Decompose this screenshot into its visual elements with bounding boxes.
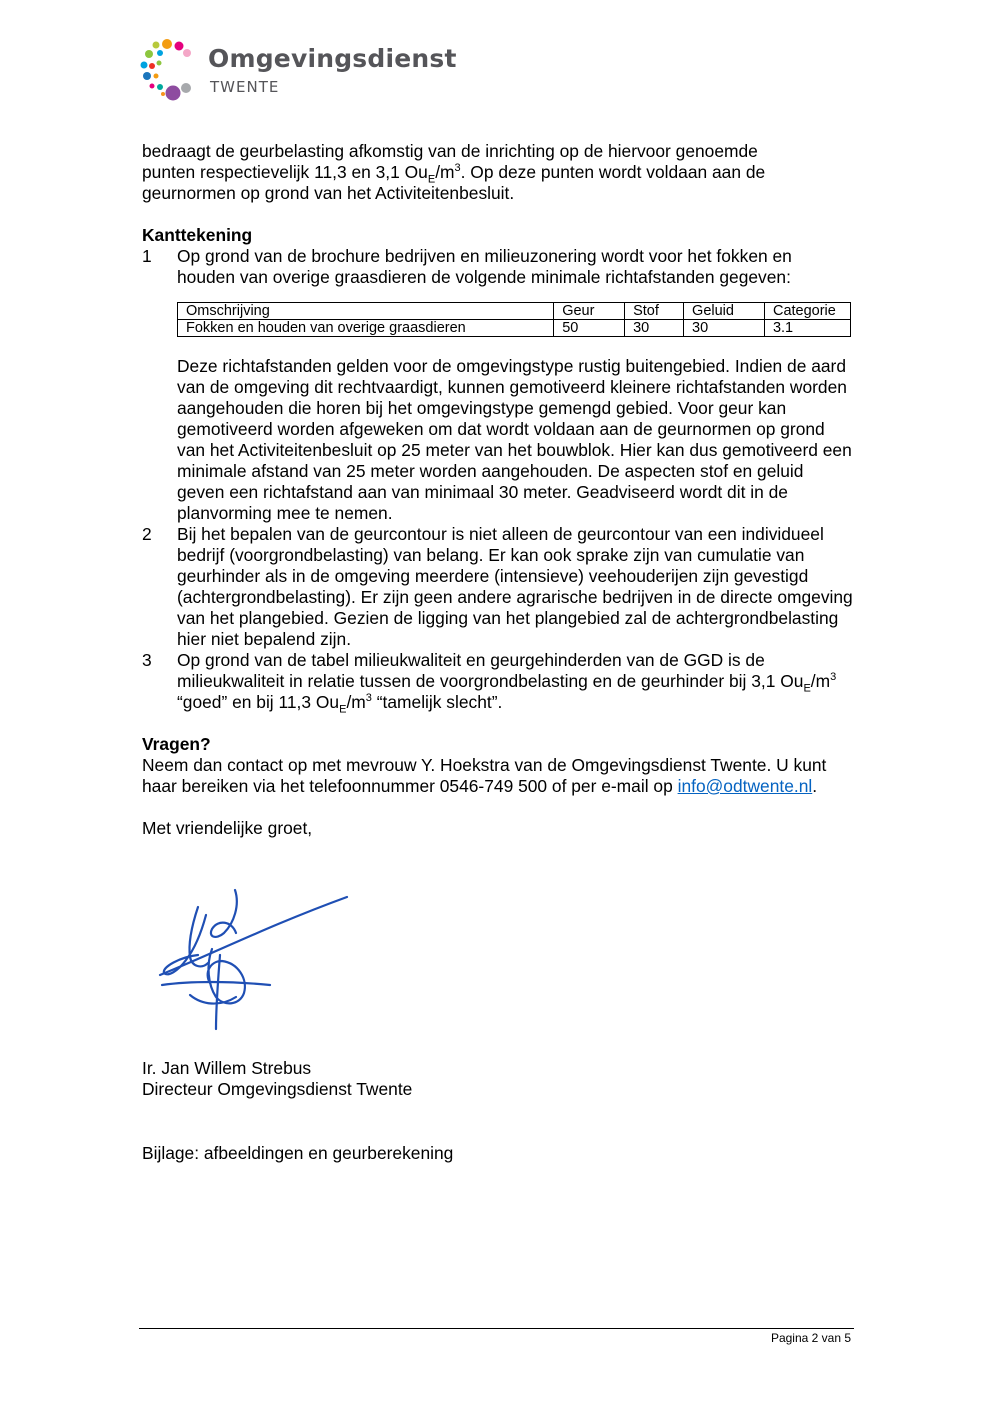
item-3-text-c: “goed” en bij 11,3 Ou [177, 692, 340, 712]
kanttekening-heading: Kanttekening [142, 225, 253, 245]
vragen-text: Neem dan contact op met mevrouw Y. Hoekstra van de Omgevingsdienst Twente. U kunt haar bereiken via het telefoonnummer 0546-749 500 of per e-mail op [142, 755, 827, 796]
item-1-intro: Op grond van de brochure bedrijven en milieuzonering wordt voor het fokken en houden van overige graasdieren de volgende minimale richtafstanden gegeven: [177, 246, 792, 287]
list-item [142, 246, 854, 288]
item-3-sup: 3 [365, 692, 372, 705]
item-number: 2 [142, 524, 152, 544]
table-cell: 30 [684, 320, 765, 337]
item-3-text-b: /m [810, 671, 831, 691]
item-2-text: Bij het bepalen van de geurcontour is niet alleen de geurcontour van een individueel bedrijf (voorgrondbelasting) van belang. Er kan ook sprake zijn van cumulatie van geurhinder als in de omgeving meerdere (intensieve) veehouderijen zijn gevestigd (achtergrondbelasting). Er zijn geen andere agrarische bedrijven in de directe omgeving van het plangebied. Gezien de ligging van het plangebied zal de achtergrondbelasting hier niet bepalend zijn. [177, 524, 853, 649]
attachment-line: Bijlage: afbeeldingen en geurberekening [142, 1143, 454, 1163]
table-cell: 3.1 [764, 320, 850, 337]
email-link[interactable]: info@odtwente.nl [677, 776, 813, 796]
logo-dots-icon [140, 38, 204, 104]
list-item [142, 524, 854, 650]
item-3-sub: E [339, 703, 347, 716]
table-header-row [178, 303, 851, 320]
item-3-text-d: /m [346, 692, 366, 712]
page-number: Pagina 2 van 5 [770, 1331, 851, 1345]
item-3-text [177, 650, 854, 716]
table-header-cell: Categorie [764, 303, 850, 320]
greeting: Met vriendelijke groet, [142, 818, 313, 838]
item-number: 1 [142, 246, 152, 266]
item-number: 3 [142, 650, 152, 670]
intro-line-2a: punten respectievelijk 11,3 en 3,1 Ou [142, 162, 428, 182]
intro-sub: E [427, 173, 436, 186]
intro-line-2c: . Op deze punten wordt voldaan aan de [460, 162, 766, 182]
signatory-block [142, 1058, 412, 1100]
intro-line-3: geurnormen op grond van het Activiteitenbesluit. [142, 183, 515, 203]
intro-paragraph [142, 141, 854, 204]
list-item [142, 356, 854, 524]
logo-org-sub: TWENTE [210, 78, 280, 96]
vragen-after-email: . [812, 776, 818, 796]
item-3-sup: 3 [830, 671, 837, 684]
vragen-heading: Vragen? [142, 734, 211, 754]
intro-line-2b: /m [435, 162, 455, 182]
table-header-cell: Stof [625, 303, 684, 320]
table-header-cell: Geur [554, 303, 625, 320]
table-cell: 30 [625, 320, 684, 337]
table-cell: 50 [554, 320, 625, 337]
signature-image [150, 885, 360, 1035]
table-cell: Fokken en houden van overige graasdieren [178, 320, 554, 337]
table-header-cell: Geluid [684, 303, 765, 320]
organization-logo [140, 38, 457, 104]
item-3-text-a: Op grond van de tabel milieukwaliteit en geurgehinderden van de GGD is de milieukwaliteit in relatie tussen de voorgrondbelasting en de geurhinder bij 3,1 Ou [177, 650, 804, 691]
intro-line-1: bedraagt de geurbelasting afkomstig van de inrichting op de hiervoor genoemde [142, 141, 758, 161]
vragen-paragraph [142, 755, 854, 797]
table-row [178, 320, 851, 337]
table-header-cell: Omschrijving [178, 303, 554, 320]
item-3-sub: E [803, 682, 811, 695]
letter-body [142, 141, 854, 839]
signatory-name: Ir. Jan Willem Strebus [142, 1058, 312, 1078]
item-1-body: Deze richtafstanden gelden voor de omgevingstype rustig buitengebied. Indien de aard van de omgeving dit rechtvaardigt, kunnen gemotiveerd kleinere richtafstanden worden aangehouden die horen bij het omgevingstype gemengd gebied. Voor geur kan gemotiveerd worden afgeweken om dat wordt voldaan aan de geurnormen op grond van het Activiteitenbesluit op 25 meter van het bouwblok. Hier kan dus gemotiveerd een minimale afstand van 25 meter worden aangehouden. De aspecten stof en geluid geven een richtafstand aan van minimaal 30 meter. Geadviseerd wordt dit in de planvorming mee te nemen. [177, 356, 852, 523]
item-3-text-e: “tamelijk slecht”. [371, 692, 503, 712]
signatory-role: Directeur Omgevingsdienst Twente [142, 1079, 413, 1099]
richtafstanden-table [177, 302, 851, 337]
list-item [142, 650, 854, 716]
footer-divider [139, 1328, 854, 1329]
intro-sup: 3 [454, 162, 461, 175]
logo-org-name: Omgevingsdienst [208, 44, 457, 73]
